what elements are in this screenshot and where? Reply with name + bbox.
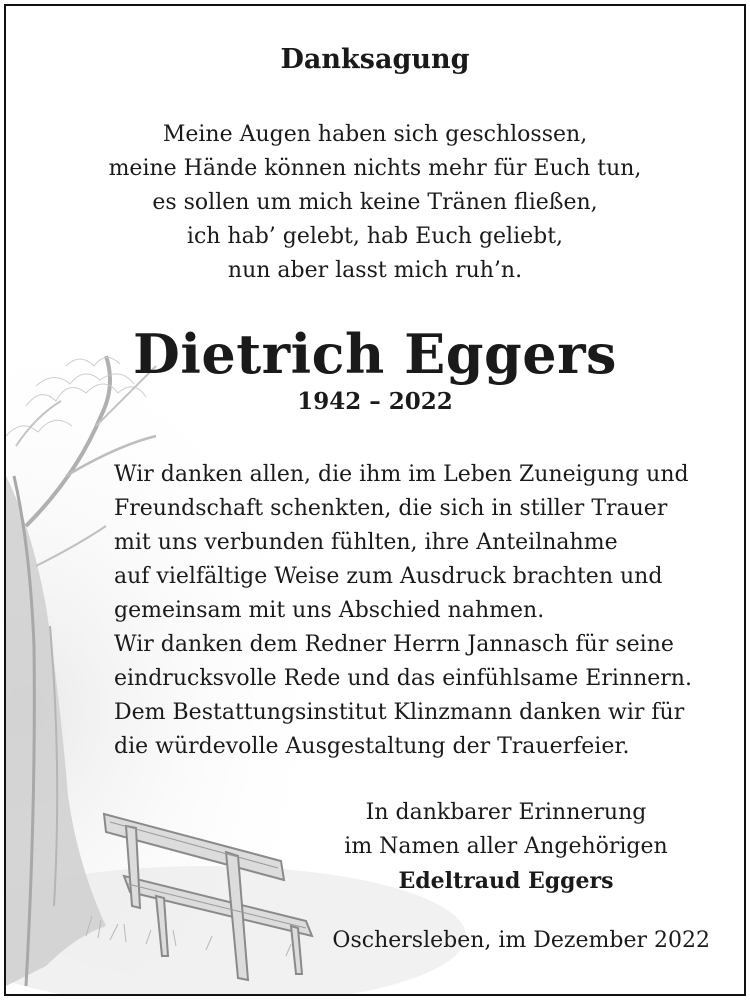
thanks-line: die würdevolle Ausgestaltung der Trauerfeier. [114,734,630,759]
life-years: 1942 – 2022 [297,388,453,415]
deceased-name: Dietrich Eggers [133,322,617,386]
poem [6,118,744,288]
thanks-text [114,458,692,764]
thanks-line: Freundschaft schenkten, die sich in stiller Trauer [114,496,668,521]
thanks-line: auf vielfältige Weise zum Ausdruck brachten und [114,564,663,589]
signature-line: im Namen aller Angehörigen [344,834,668,859]
poem-line: Meine Augen haben sich geschlossen, [162,122,588,147]
poem-line: meine Hände können nichts mehr für Euch tun, [108,156,642,181]
poem-line: es sollen um mich keine Tränen fließen, [152,190,598,215]
thanks-line: Dem Bestattungsinstitut Klinzmann danken wir für [114,700,685,725]
signature-block [336,796,676,898]
poem-line: ich hab’ gelebt, hab Euch geliebt, [186,224,564,249]
thanks-line: Wir danken allen, die ihm im Leben Zuneigung und [114,462,689,487]
signer-name: Edeltraud Eggers [398,868,614,894]
thanks-line: gemeinsam mit uns Abschied nahmen. [114,598,545,623]
thanks-line: Wir danken dem Redner Herrn Jannasch für seine [114,632,674,657]
thanks-line: eindrucksvolle Rede und das einfühlsame Erinnern. [114,666,692,691]
poem-line: nun aber lasst mich ruh’n. [227,258,523,283]
thanks-line: mit uns verbunden fühlten, ihre Anteilnahme [114,530,618,555]
page-title: Danksagung [280,44,470,75]
signature-line: In dankbarer Erinnerung [365,800,647,825]
place-date: Oschersleben, im Dezember 2022 [332,928,710,953]
obituary-notice [4,4,746,996]
